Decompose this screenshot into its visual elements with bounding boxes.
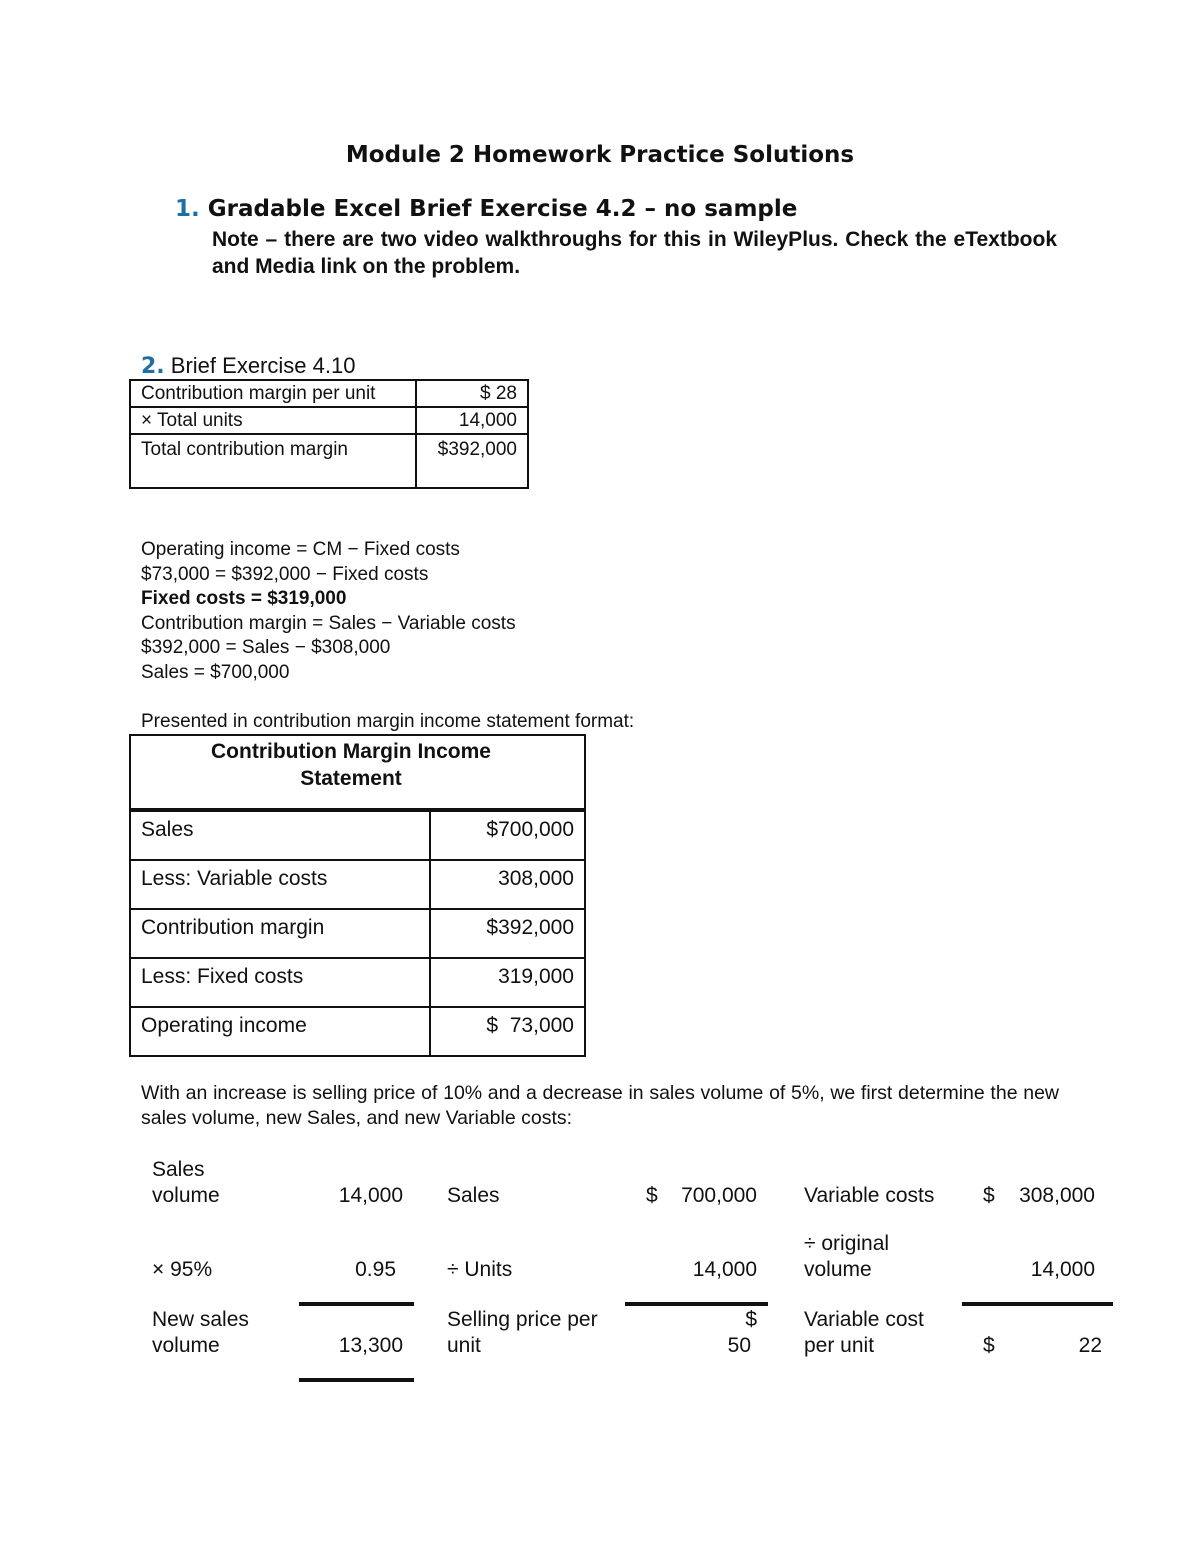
table-row: [130, 909, 585, 958]
table-row: [130, 1007, 585, 1056]
varcost-r3-value: 22: [1078, 1334, 1102, 1357]
price-subtotal-rule: [625, 1302, 768, 1306]
statement-value: 308,000: [430, 860, 585, 909]
table-cell-label: Total contribution margin: [130, 434, 416, 488]
varcost-r1-label: Variable costs: [804, 1184, 935, 1207]
calc-line: $73,000 = $392,000 − Fixed costs: [141, 563, 429, 585]
volume-r1-label: Sales volume: [152, 1158, 220, 1207]
intro-paragraph: With an increase is selling price of 10% and a decrease in sales volume of 5%, we first determine the new sales volume, new Sales, and new Variable costs:: [141, 1082, 1059, 1129]
volume-subtotal-rule: [299, 1302, 414, 1306]
table-row: [130, 380, 528, 407]
statement-value: 319,000: [430, 958, 585, 1007]
price-r3-currency: $: [745, 1308, 757, 1331]
statement-label: Contribution margin: [130, 909, 430, 958]
price-r2-label: ÷ Units: [447, 1258, 513, 1281]
volume-r3-label: New sales volume: [152, 1308, 249, 1357]
statement-value: $ 73,000: [430, 1007, 585, 1056]
page-title: Module 2 Homework Practice Solutions: [345, 142, 855, 168]
table-cell-value: $392,000: [416, 434, 528, 488]
statement-label: Operating income: [130, 1007, 430, 1056]
item-1-heading: [175, 196, 797, 222]
price-r2-value: 14,000: [692, 1258, 757, 1281]
price-r1-currency: $: [646, 1184, 658, 1207]
varcost-r3-label: Variable cost per unit: [804, 1308, 924, 1357]
item-2-number: 2.: [141, 354, 165, 379]
statement-label: Less: Variable costs: [130, 860, 430, 909]
varcost-r3-currency: $: [983, 1334, 995, 1357]
calc-line-fixed-costs: Fixed costs = $319,000: [141, 588, 347, 609]
varcost-r2-value: 14,000: [1030, 1258, 1095, 1281]
calc-line: $392,000 = Sales − $308,000: [141, 637, 391, 658]
statement-value: $392,000: [430, 909, 585, 958]
income-statement-table: [129, 734, 586, 1057]
statement-value: $700,000: [430, 810, 585, 860]
table-cell-value: $ 28: [416, 380, 528, 407]
varcost-r1-value: 308,000: [1019, 1184, 1095, 1207]
table-row: [130, 434, 528, 488]
price-r3-value: 50: [727, 1334, 751, 1357]
volume-r2-value: 0.95: [355, 1258, 396, 1281]
table-row: [130, 810, 585, 860]
presented-caption: Presented in contribution margin income statement format:: [141, 711, 635, 732]
statement-title: Contribution Margin Income Statement: [211, 740, 491, 790]
contribution-margin-table: [129, 379, 529, 489]
volume-r3-value: 13,300: [338, 1334, 403, 1357]
table-cell-value: 14,000: [416, 407, 528, 434]
item-1-title: Gradable Excel Brief Exercise 4.2 – no sample: [207, 196, 798, 222]
calculation-block: [141, 538, 634, 735]
varcost-r2-label: ÷ original volume: [804, 1232, 890, 1281]
table-header-row: [130, 735, 585, 810]
price-r1-label: Sales: [447, 1184, 500, 1207]
volume-total-rule: [299, 1378, 414, 1382]
price-r3-label: Selling price per unit: [447, 1308, 598, 1357]
varcost-r1-currency: $: [983, 1184, 995, 1207]
table-row: [130, 860, 585, 909]
table-row: [130, 958, 585, 1007]
volume-r2-label: × 95%: [152, 1258, 213, 1281]
volume-r1-value: 14,000: [338, 1184, 403, 1207]
calc-line: Contribution margin = Sales − Variable costs: [141, 612, 516, 634]
calc-line: Sales = $700,000: [141, 661, 290, 683]
table-row: [130, 407, 528, 434]
statement-label: Less: Fixed costs: [130, 958, 430, 1007]
calc-line: Operating income = CM − Fixed costs: [141, 539, 460, 560]
item-2-title: Brief Exercise 4.10: [170, 353, 356, 378]
table-cell-label: × Total units: [130, 407, 416, 434]
item-2-heading: [141, 353, 355, 379]
item-1-number: 1.: [175, 196, 200, 222]
table-cell-label: Contribution margin per unit: [130, 380, 416, 407]
statement-label: Sales: [130, 810, 430, 860]
item-1-note: Note – there are two video walkthroughs for this in WileyPlus. Check the eTextbook and Media link on the problem.: [212, 228, 1057, 278]
price-r1-value: 700,000: [681, 1184, 757, 1207]
varcost-subtotal-rule: [962, 1302, 1113, 1306]
